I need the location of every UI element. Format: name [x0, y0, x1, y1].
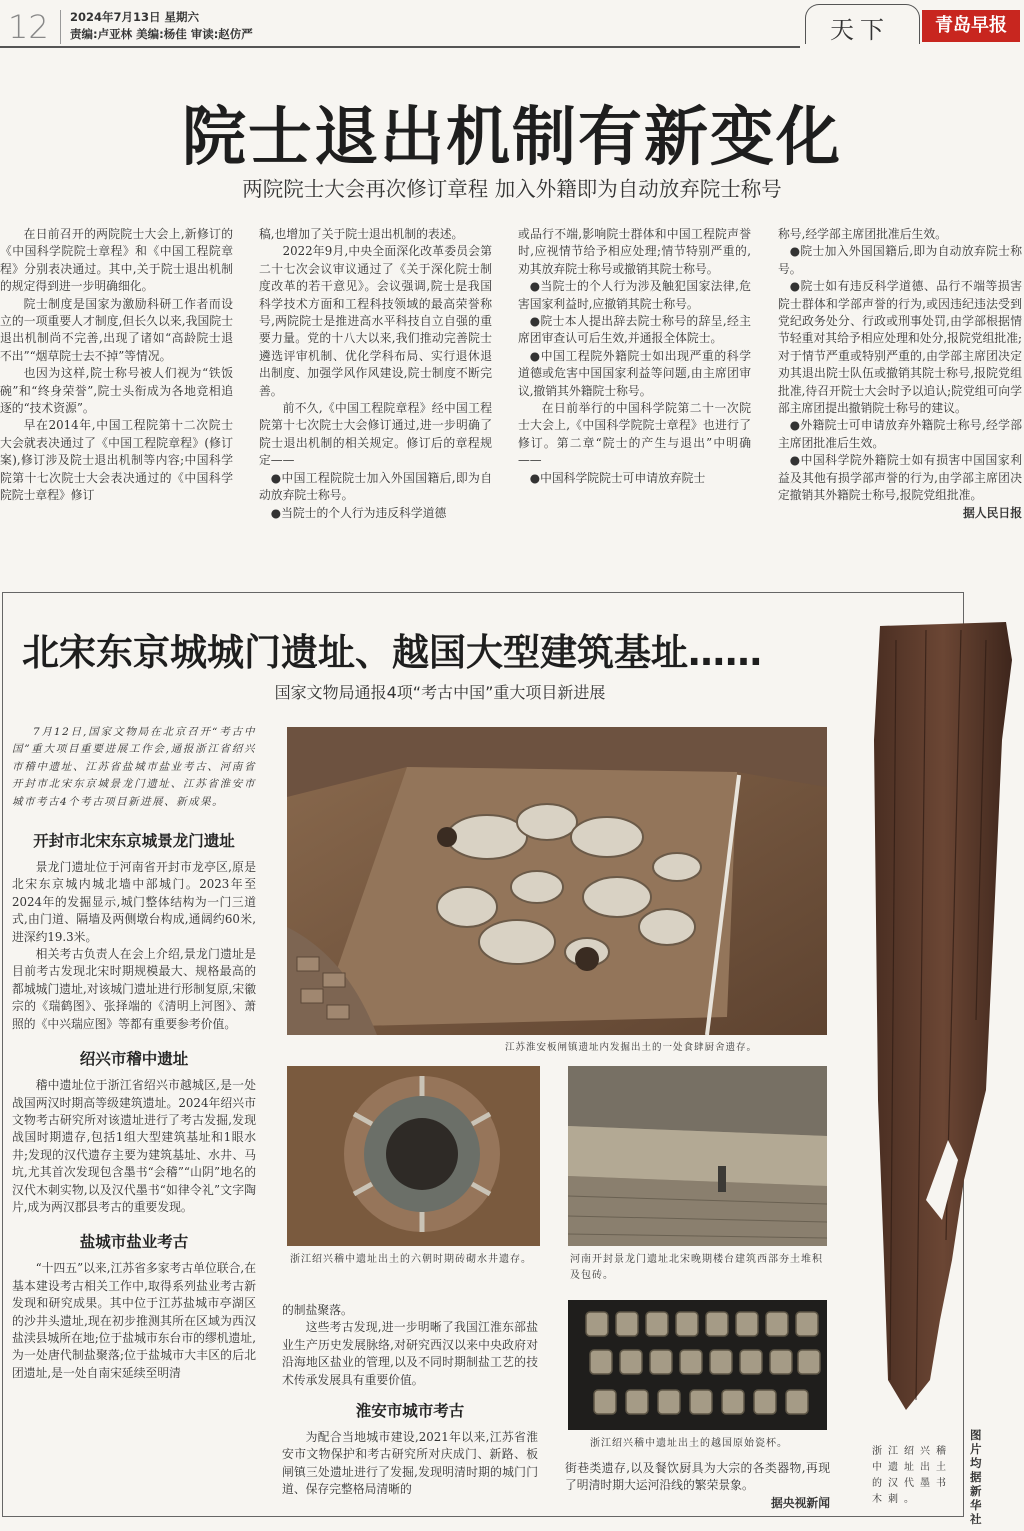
paragraph: 这些考古发现,进一步明晰了我国江淮东部盐业生产历史发展脉络,对研究西汉以来中央政府对沿海地区盐业的管理,以及不同时期制盐工艺的技术传承发展具有重要价值。: [282, 1320, 538, 1387]
gate-image: [568, 1066, 827, 1246]
paragraph: 街巷类遗存,以及餐饮厨具为大宗的各类器物,再现了明清时期大运河沿线的繁荣景象。: [565, 1461, 830, 1493]
section-heading-huaian: 淮安市城市考古: [355, 1402, 465, 1421]
caption-pottery: 浙江绍兴稽中遗址出土的越国原始瓷杯。: [590, 1438, 788, 1449]
header-editors: 责编:卢亚林 美编:杨佳 审读:赵仿严: [70, 27, 253, 41]
paragraph: 前不久,《中国工程院章程》经中国工程院第十七次院士大会修订通过,进一步明确了院士退出机制的相关规定。修订后的章程规定——: [259, 401, 492, 468]
article2-source: 据央视新闻: [771, 1495, 830, 1510]
paragraph: ●当院士的个人行为违反科学道德: [270, 505, 447, 520]
paragraph: 院士制度是国家为激励科研工作者而设立的一项重要人才制度,但长久以来,我国院士退出机制尚不完善,出现了诸如“高龄院士退不出”“烟草院士去不掉”等情况。: [0, 296, 233, 363]
article2-middle-column: [282, 1302, 538, 1499]
paragraph: ●中国科学院院士可申请放弃院士: [529, 470, 706, 485]
article2-subtitle: 国家文物局通报4项“考古中国”重大项目新进展: [274, 683, 606, 702]
paragraph: 在日前举行的中国科学院第二十一次院士大会上,《中国科学院院士章程》也进行了修订。第二章“院士的产生与退出”中明确——: [518, 401, 751, 468]
kitchen-site-image: [287, 727, 827, 1035]
article2-intro: 7月12日,国家文物局在北京召开“考古中国”重大项目重要进展工作会,通报浙江省绍兴市稽中遗址、江苏省盐城市盐业考古、河南省开封市北宋东京城景龙门遗址、江苏省淮安市城市考古4个考古项目新进展、新成果。: [12, 726, 256, 808]
paragraph: ●院士如有违反科学道德、品行不端等损害院士群体和学部声誉的行为,或因违纪违法受到党纪政务处分、行政或刑事处罚,由学部根据情节轻重对其给予相应处理和处分,报院党组批准;对于情节严重或特别严重的,由学部主席团决定劝其退出院士队伍或撤销其院士称号,报院党组批准,待召开院士大会时予以追认;院党组可向学部主席团提出撤销院士称号的建议。: [778, 279, 1022, 416]
paragraph: “十四五”以来,江苏省多家考古单位联合,在基本建设考古相关工作中,取得系列盐业考古新发现和研究成果。其中位于江苏盐城市亭湖区的沙井头遗址,现在初步推测其所在区域为西汉盐渎县城所在地;位于盐城市东台市的缪机遗址,为一处唐代制盐聚落;位于盐城市大丰区的后北团遗址,是一处自南宋延续至明清: [12, 1261, 256, 1380]
section-heading-kaifeng: 开封市北宋东京城景龙门遗址: [33, 832, 235, 851]
article1-title: 院士退出机制有新变化: [182, 101, 842, 175]
caption-well: 浙江绍兴稽中遗址出土的六朝时期砖砌水井遗存。: [290, 1254, 532, 1265]
paragraph: 为配合当地城市建设,2021年以来,江苏省淮安市文物保护和考古研究所对庆成门、新路、板闸镇三处遗址进行了发掘,发现明清时期的城门门道、保存完整格局清晰的: [282, 1430, 538, 1497]
caption-wood-slip: 浙江绍兴稽中遗址出土的汉代墨书木刺。: [872, 1446, 952, 1505]
paragraph: ●中国工程院院士加入外国国籍后,即为自动放弃院士称号。: [259, 470, 492, 503]
header-divider: [60, 10, 61, 44]
paragraph: 景龙门遗址位于河南省开封市龙亭区,原是北宋东京城内城北墙中部城门。2023年至2024年的发掘显示,城门整体结构为一门三道式,由门道、隔墙及两侧墩台构成,通阔约60米,进深约19.3米。: [12, 860, 256, 944]
section-heading-shaoxing: 绍兴市稽中遗址: [79, 1050, 189, 1069]
paragraph: ●中国工程院外籍院士如出现严重的科学道德或危害中国国家利益等问题,由主席团审议,撤销其外籍院士称号。: [518, 348, 751, 398]
article1-subtitle: 两院院士大会再次修订章程 加入外籍即为自动放弃院士称号: [242, 177, 782, 201]
photo-credit: 图片均据新华社: [970, 1428, 982, 1526]
paragraph: 称号,经学部主席团批准后生效。: [778, 227, 947, 241]
paragraph: ●中国科学院外籍院士如有损害中国国家利益及其他有损学部声誉的行为,由学部主席团决定撤销其外籍院士称号,报院党组批准。: [778, 453, 1022, 503]
photo-wood-slip: [866, 620, 1016, 1420]
article1-col4: [778, 226, 1022, 522]
paragraph: 在日前召开的两院院士大会上,新修订的《中国科学院院士章程》和《中国工程院章程》分别表决通过。其中,关于院士退出机制的规定得到进一步明确细化。: [0, 227, 233, 294]
paragraph: 也因为这样,院士称号被人们视为“铁饭碗”和“终身荣誉”,院士头衔成为各地竞相追逐的“技术资源”。: [0, 366, 233, 416]
paragraph: 2022年9月,中央全面深化改革委员会第二十七次会议审议通过了《关于深化院士制度改革的若干意见》。会议强调,院士是我国科学技术方面和工程科技领域的最高荣誉称号,两院院士是推进高水平科技自立自强的重要力量。党的十八大以来,我们推动完善院士遴选评审机制、优化学科布局、实行退休退出制度、加强学风作风建设,院士制度不断完善。: [259, 244, 492, 398]
section-heading-yancheng: 盐城市盐业考古: [79, 1233, 189, 1252]
page-number: 12: [8, 8, 49, 46]
paragraph: 稿,也增加了关于院士退出机制的表述。: [259, 227, 464, 241]
well-image: [287, 1066, 540, 1246]
paragraph: 或品行不端,影响院士群体和中国工程院声誉时,应视情节给予相应处理;情节特别严重的,劝其放弃院士称号或撤销其院士称号。: [518, 227, 751, 276]
article1-col3: [518, 226, 751, 487]
section-label: 天下: [830, 16, 890, 44]
caption-kitchen-site: 江苏淮安板闸镇遗址内发掘出土的一处食肆厨舍遗存。: [505, 1042, 758, 1053]
header-date: 2024年7月13日 星期六: [70, 10, 200, 24]
paragraph: 的制盐聚落。: [282, 1303, 353, 1317]
article2-right-text: [565, 1460, 830, 1512]
paragraph: 稽中遗址位于浙江省绍兴市越城区,是一处战国两汉时期高等级建筑遗址。2024年绍兴市文物考古研究所对该遗址进行了考古发掘,发现战国时期遗存,包括1组大型建筑基址和1眼水井;发现的汉代遗存主要为建筑基址、水井、马坑,尤其首次发现包含墨书“会稽”“山阴”地名的汉代木刺实物,以及汉代墨书“如律令礼”文字陶片,成为两汉郡县考古的重要发现。: [12, 1078, 256, 1214]
photo-kitchen-site: [287, 727, 827, 1035]
paragraph: ●外籍院士可申请放弃外籍院士称号,经学部主席团批准后生效。: [778, 418, 1022, 450]
caption-gate: 河南开封景龙门遗址北宋晚期楼台建筑西部夯土堆积及包砖。: [570, 1254, 823, 1281]
paper-logo: [922, 10, 1020, 42]
photo-gate: [568, 1066, 827, 1246]
article1-col1: [0, 226, 233, 505]
photo-pottery-cups: [568, 1300, 827, 1430]
paragraph: ●院士本人提出辞去院士称号的辞呈,经主席团审查认可后生效,并通报全体院士。: [518, 314, 751, 346]
paper-name: 青岛早报: [935, 15, 1007, 36]
article2-left-column: [12, 724, 256, 1382]
header-rule: [0, 46, 800, 48]
article1-source: 据人民日报: [963, 505, 1022, 520]
paragraph: 相关考古负责人在会上介绍,景龙门遗址是目前考古发现北宋时期规模最大、规格最高的都城城门遗址,对该城门遗址进行形制复原,宋徽宗的《瑞鹤图》、张择端的《清明上河图》、萧照的《中兴瑞应图》等都有重要参考价值。: [12, 947, 256, 1031]
paragraph: ●当院士的个人行为涉及触犯国家法律,危害国家利益时,应撤销其院士称号。: [518, 279, 751, 311]
paragraph: 早在2014年,中国工程院第十二次院士大会就表决通过了《中国工程院章程》(修订案),修订涉及院士退出机制等内容;中国科学院第十七次院士大会表决通过的《中国科学院院士章程》修订: [0, 418, 233, 503]
photo-well: [287, 1066, 540, 1246]
wood-slip-image: [866, 620, 1016, 1420]
article2-title: 北宋东京城城门遗址、越国大型建筑基址……: [22, 631, 762, 674]
paragraph: ●院士加入外国国籍后,即为自动放弃院士称号。: [778, 244, 1022, 276]
pottery-image: [568, 1300, 827, 1430]
article1-col2: [259, 226, 492, 522]
